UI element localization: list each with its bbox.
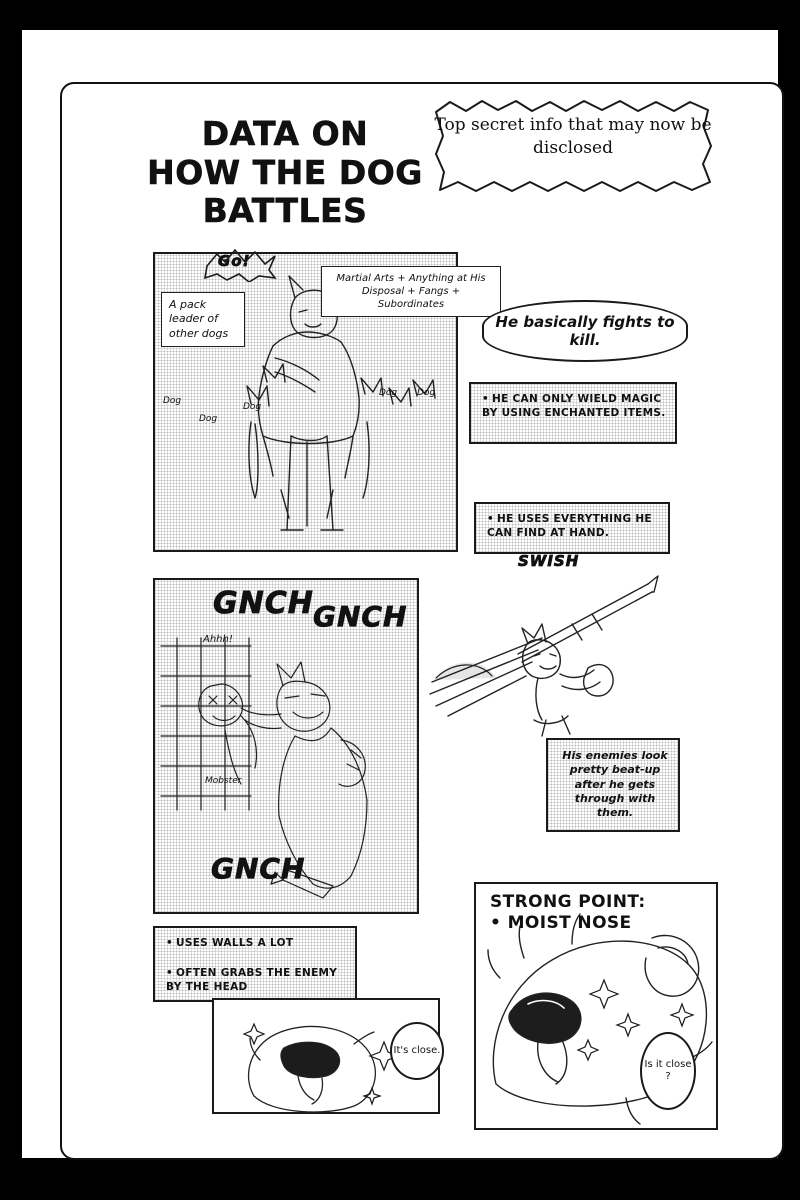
sfx-gnch-3: GNCH	[211, 852, 306, 885]
label-mobster: Mobster	[205, 776, 242, 786]
sfx-go: Go!	[218, 252, 251, 270]
bubble-fights-to-kill-text: He basically fights to kill.	[495, 313, 675, 349]
sfx-gnch-1: GNCH	[213, 586, 314, 621]
panel-wall-slam	[153, 578, 419, 914]
page-title-line-3: BATTLES	[202, 191, 368, 231]
top-secret-note-text: Top secret info that may now be disclosed	[434, 115, 712, 158]
sfx-gnch-2: GNCH	[313, 600, 408, 633]
bubble-its-close	[390, 1022, 444, 1080]
panel-dog-leader	[153, 252, 486, 552]
panel-note-everything	[474, 502, 670, 554]
bullet-dot: •	[482, 393, 490, 405]
note-magic-label: HE CAN ONLY WIELD MAGIC BY USING ENCHANTED ITEMS.	[482, 393, 666, 419]
dog-label-5: Dog	[417, 388, 436, 398]
bubble-is-it-close-text: Is it close ?	[644, 1058, 692, 1082]
panel-note-magic	[469, 382, 677, 444]
dog-label-3: Dog	[243, 402, 262, 412]
panel-notes-walls-head	[153, 926, 357, 1002]
sfx-ahhh: Ahhh!	[203, 634, 233, 645]
page-title-line-2: HOW THE DOG	[147, 152, 423, 192]
page-title-line-1: DATA ON	[201, 114, 369, 153]
bubble-its-close-text: It's close.	[393, 1044, 441, 1056]
strong-point-heading-line-2: • MOIST NOSE	[490, 913, 632, 934]
bullet-dot-4: •	[166, 967, 174, 979]
panel-strong-point	[474, 882, 718, 1130]
page-title	[140, 115, 430, 231]
top-secret-note	[432, 98, 714, 196]
swish-artwork	[422, 558, 678, 740]
bullet-dot-2: •	[487, 513, 495, 525]
dog-label-4: Dog	[379, 388, 398, 398]
sfx-swish: SWISH	[518, 552, 580, 570]
panel-note-beatup	[546, 738, 680, 832]
page-sheet	[22, 30, 778, 1158]
note-grabs-head	[159, 962, 355, 999]
note-magic-text	[475, 388, 675, 442]
note-everything-text	[480, 508, 668, 552]
bullet-dot-3: •	[166, 937, 174, 949]
panel-swish	[422, 552, 678, 740]
note-pack-leader: A pack leader of other dogs	[161, 292, 245, 347]
dog-label-1: Dog	[163, 396, 182, 406]
note-walls-label: USES WALLS A LOT	[176, 937, 294, 949]
note-everything-label: HE USES EVERYTHING HE CAN FIND AT HAND.	[487, 513, 652, 539]
note-beatup-text: His enemies look pretty beat-up after he gets through with them.	[562, 749, 668, 820]
bubble-fights-to-kill	[482, 300, 688, 362]
bubble-is-it-close	[640, 1032, 696, 1110]
note-fighting-style: Martial Arts + Anything at His Disposal + Fangs + Subordinates	[321, 266, 501, 317]
note-grabs-head-label: OFTEN GRABS THE ENEMY BY THE HEAD	[166, 967, 338, 993]
strong-point-heading-line-1: STRONG POINT:	[490, 892, 646, 912]
note-walls	[159, 932, 355, 956]
dog-label-2: Dog	[199, 414, 218, 424]
strong-point-heading	[490, 892, 646, 935]
panel-nose-small	[212, 998, 440, 1114]
